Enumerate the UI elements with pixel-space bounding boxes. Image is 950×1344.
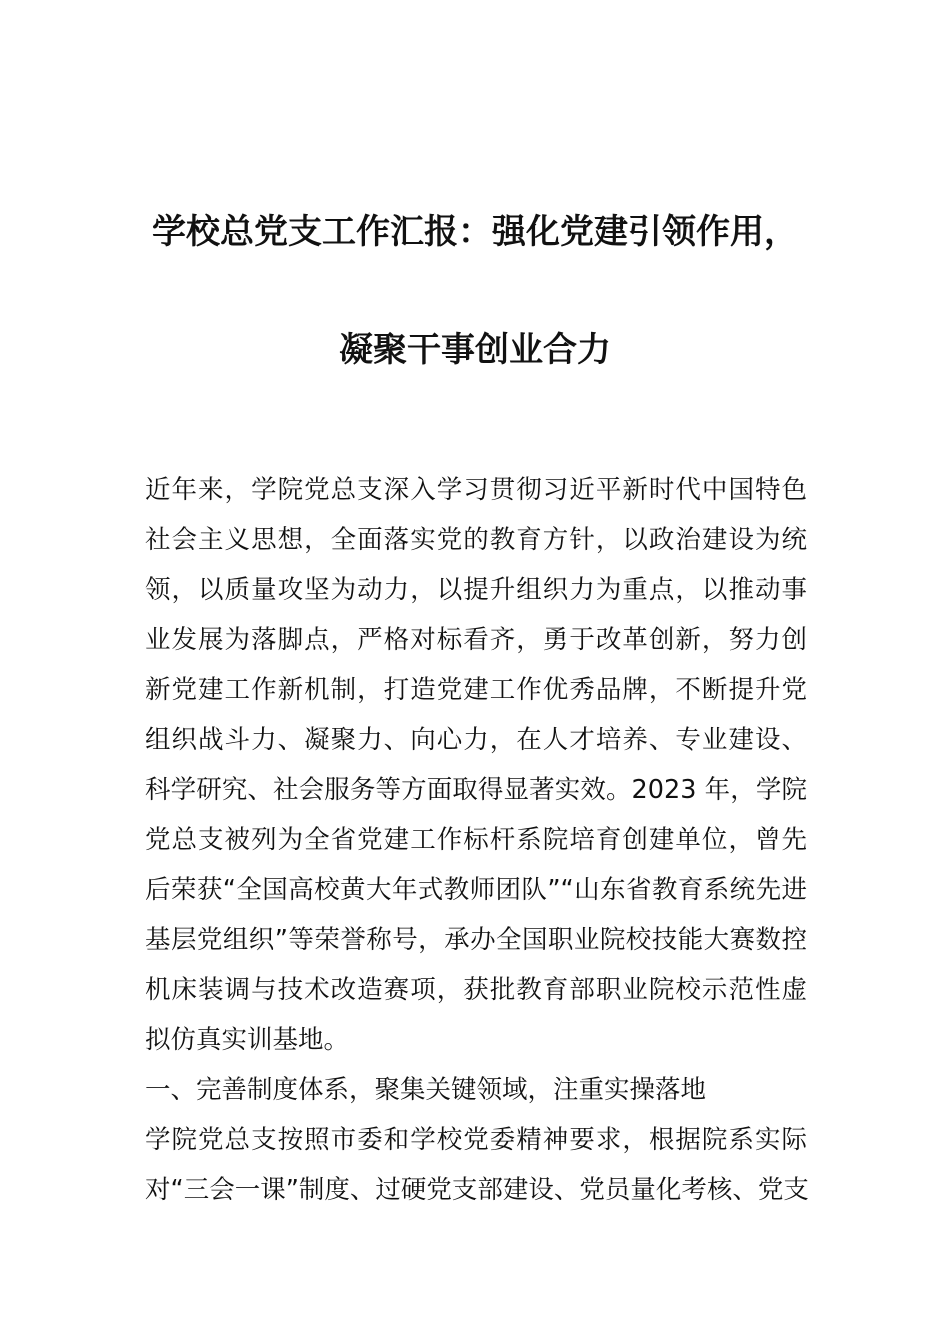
- section-heading: 一、完善制度体系，聚集关键领域，注重实操落地: [145, 1075, 707, 1105]
- body-line: 新党建工作新机制，打造党建工作优秀品牌，不断提升党: [145, 675, 807, 705]
- body-line: 学院党总支按照市委和学校党委精神要求，根据院系实际: [145, 1125, 807, 1155]
- document-body: [145, 465, 807, 1215]
- body-line: 组织战斗力、凝聚力、向心力，在人才培养、专业建设、: [145, 725, 807, 755]
- body-line: 业发展为落脚点，严格对标看齐，勇于改革创新，努力创: [145, 625, 807, 655]
- document-title-line-1: 学校总党支工作汇报：强化党建引领作用，: [152, 212, 798, 252]
- body-line-paragraph-end: 拟仿真实训基地。: [145, 1025, 350, 1055]
- body-line: 社会主义思想，全面落实党的教育方针，以政治建设为统: [145, 525, 807, 555]
- body-line: 近年来，学院党总支深入学习贯彻习近平新时代中国特色: [145, 475, 807, 505]
- body-line: 对“三会一课”制度、过硬党支部建设、党员量化考核、党支: [145, 1175, 809, 1205]
- body-line: 党总支被列为全省党建工作标杆系院培育创建单位，曾先: [145, 825, 807, 855]
- body-line: 领，以质量攻坚为动力，以提升组织力为重点，以推动事: [145, 575, 807, 605]
- body-line: 科学研究、社会服务等方面取得显著实效。2023 年，学院: [145, 775, 807, 805]
- body-line: 机床装调与技术改造赛项，获批教育部职业院校示范性虚: [145, 975, 807, 1005]
- document-title-line-2: 凝聚干事创业合力: [339, 330, 611, 370]
- body-line: 后荣获“全国高校黄大年式教师团队”“山东省教育系统先进: [145, 875, 807, 905]
- body-line: 基层党组织”等荣誉称号，承办全国职业院校技能大赛数控: [145, 925, 807, 955]
